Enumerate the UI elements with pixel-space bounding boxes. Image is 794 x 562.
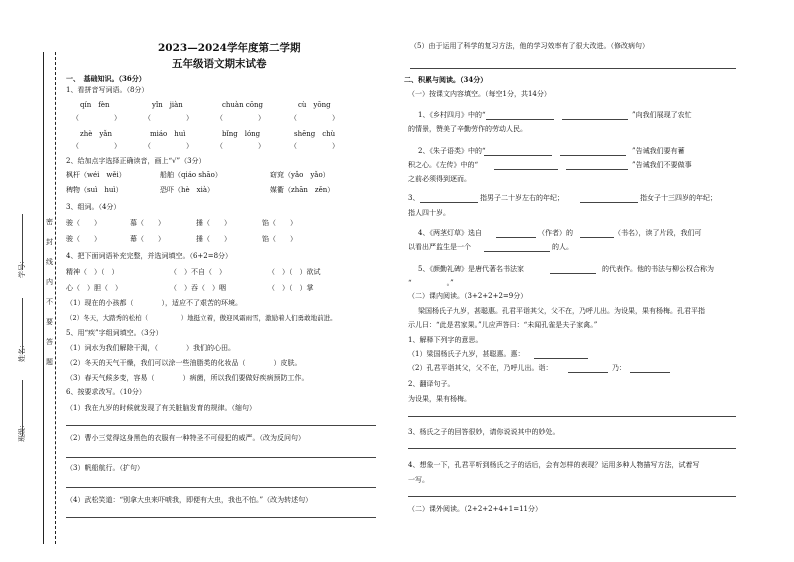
q6-heading: 6、按要求改写。（10分） xyxy=(66,388,146,396)
r5-text: 5、《颜勤礼碑》是唐代著名书法家 xyxy=(418,265,524,273)
part-1-heading: （一）按课文内容填空。（每空1分，共14分） xyxy=(408,90,551,98)
class-blank xyxy=(22,380,23,436)
r1-text: ”向我们展现了农忙 xyxy=(632,111,692,119)
r4-text: 4、《两茎灯草》选自 xyxy=(418,229,482,237)
p2-q4: 4、想象一下，孔君平听到杨氏之子的话后，会有怎样的表现？运用多种人物描写方法，试着写 xyxy=(408,461,700,469)
answer-box[interactable]: （ ） xyxy=(144,114,193,122)
r2-text: ”告诫我们不要做事 xyxy=(632,161,692,169)
p2-q2: 2、翻译句子。 xyxy=(408,380,455,388)
pinyin: bǐng lóng xyxy=(222,130,261,138)
seal-char: 题 xyxy=(46,358,53,366)
q6-item: （5）由于运用了科学的复习方法，他的学习效率有了很大改进。（修改病句） xyxy=(410,42,649,50)
q3-item[interactable]: 捶（ ） xyxy=(196,235,231,243)
q5-sentence[interactable]: （1）词水为我们解除干渴，（ ）我们的心田。 xyxy=(66,344,235,352)
r1-text: 1、《乡村四月》中的“ xyxy=(418,111,486,119)
q3-heading: 3、组词。（4分） xyxy=(66,203,121,211)
pinyin: yǐn jiàn xyxy=(152,101,183,109)
r4-text: 以看出严监生是一个 xyxy=(408,243,471,251)
blank[interactable] xyxy=(534,358,588,359)
blank[interactable] xyxy=(486,119,554,120)
blank[interactable] xyxy=(496,237,536,238)
part-2-heading: （二）课内阅读。（3+2+2+2=9分） xyxy=(408,292,528,300)
q5-sentence[interactable]: （2）冬天的天气干燥，我们可以涂一些油脂类的化妆品（ ）皮肤。 xyxy=(66,359,302,367)
blank[interactable] xyxy=(550,273,596,274)
q4-item[interactable]: 精神（ ）（ ） xyxy=(66,268,119,276)
pinyin: shēng chù xyxy=(294,130,336,138)
r2-text: ”告诫我们要有蓄 xyxy=(632,147,685,155)
blank[interactable] xyxy=(568,372,608,373)
seal-char: 封 xyxy=(46,238,53,246)
q3-item[interactable]: 骏（ ） xyxy=(66,235,101,243)
answer-line[interactable] xyxy=(66,457,376,458)
seal-char: 要 xyxy=(46,318,53,326)
blank[interactable] xyxy=(630,372,670,373)
blank[interactable] xyxy=(420,202,478,203)
seal-char: 密 xyxy=(46,218,53,226)
q5-heading: 5、用“疾”字组词填空。（3分） xyxy=(66,329,163,337)
p2-q1c: 乃： xyxy=(612,364,626,372)
pinyin: cù yōng xyxy=(298,101,331,109)
blank[interactable] xyxy=(484,251,550,252)
name-blank xyxy=(22,298,23,354)
q1-heading: 1、看拼音写词语。（8分） xyxy=(66,86,149,94)
q6-item: （1）我在九岁的时候就发现了有关脏脑发育的规律。（缩句） xyxy=(66,404,256,412)
answer-box[interactable]: （ ） xyxy=(72,142,121,150)
p2-q4: 一写。 xyxy=(408,476,429,484)
r4-text: 的人。 xyxy=(552,243,573,251)
q3-item[interactable]: 捶（ ） xyxy=(196,219,231,227)
r3-text: 指女子十三四岁的年纪； xyxy=(640,194,717,202)
q3-item[interactable]: 骏（ ） xyxy=(66,219,101,227)
r4-text: （作者）的 xyxy=(538,229,573,237)
r3-text: 指人四十岁。 xyxy=(408,209,450,217)
r3-text: 指男子二十岁左右的年纪； xyxy=(480,194,564,202)
passage-line: 梁国杨氏子九岁，甚聪惠。孔君平诣其父，父不在，乃呼儿出。为设果，果有杨梅。孔君平指 xyxy=(418,307,705,315)
r5-text: “ 。” xyxy=(408,279,454,287)
seal-char: 线 xyxy=(46,258,53,266)
p2-q1b: （2）孔君平诣其父，父不在，乃呼儿出。诣： xyxy=(408,364,553,372)
p2-q1a: （1）梁国杨氏子九岁，甚聪惠。惠： xyxy=(408,350,525,358)
blank[interactable] xyxy=(484,155,552,156)
binding-line-left xyxy=(43,52,44,544)
exam-subtitle: 五年级语文期末试卷 xyxy=(172,58,267,70)
answer-line[interactable] xyxy=(66,487,376,488)
q3-item[interactable]: 慕（ ） xyxy=(130,219,165,227)
answer-line[interactable] xyxy=(66,517,376,518)
seal-char: 答 xyxy=(46,338,53,346)
q3-item[interactable]: 幕（ ） xyxy=(130,235,165,243)
q2-item[interactable]: 船舶（qiáo shāo） xyxy=(160,171,222,179)
answer-box[interactable]: （ ） xyxy=(144,142,193,150)
r4-text: （书名），读了片段，我们可 xyxy=(614,229,702,237)
q5-sentence[interactable]: （3）春天气候多变，容易（ ）病菌，所以我们要做好疾病预防工作。 xyxy=(66,374,309,382)
blank[interactable] xyxy=(566,169,628,170)
blank[interactable] xyxy=(562,119,628,120)
r2-text: 积之心。《左传》中的“ xyxy=(408,161,479,169)
pinyin: miáo huì xyxy=(150,130,186,138)
q4-item[interactable]: （ ）（ ）掌 xyxy=(268,284,314,292)
answer-box[interactable]: （ ） xyxy=(290,114,339,122)
section-1-heading: 一、 基础知识。（36分） xyxy=(66,74,146,83)
q6-item: （4）武松笑道：“别拿大虫来吓唬我，即便有大虫，我也不怕。”（改为转述句） xyxy=(66,496,313,504)
passage-line: 示儿曰：“此是君家果。”儿应声答曰：“未闻孔雀是夫子家禽。” xyxy=(408,321,598,329)
answer-line[interactable] xyxy=(408,496,736,497)
answer-line[interactable] xyxy=(410,68,736,69)
pinyin: chuàn cōng xyxy=(222,101,263,109)
q6-item: （3）帆船航行。（扩句） xyxy=(66,464,144,472)
q4-item[interactable]: （ ）（ ）欲试 xyxy=(268,268,321,276)
blank[interactable] xyxy=(580,202,638,203)
number-blank xyxy=(22,214,23,270)
q4-heading: 4、把下面词语补充完整，并选词填空。（6+2=8分） xyxy=(66,252,233,260)
q2-item[interactable]: 恐吓（hè xià） xyxy=(160,186,215,194)
p2-q3: 3、杨氏之子的回答很妙，请你说说其中的妙处。 xyxy=(408,428,560,436)
seal-char: 内 xyxy=(46,278,53,286)
q6-item: （2）曹小三觉得这身黑色的衣服有一种特圣不可侵犯的威严。（改为反问句） xyxy=(66,434,305,442)
q3-item[interactable]: 馅（ ） xyxy=(262,235,297,243)
answer-line[interactable] xyxy=(408,448,736,449)
q2-heading: 2、给加点字选择正确读音，画上“√”（3分） xyxy=(66,157,206,165)
section-2-heading: 二、积累与阅读。（34分） xyxy=(404,75,488,84)
pinyin: zhè yǎn xyxy=(80,130,112,138)
q2-item[interactable]: 媒衢（zhān zěn） xyxy=(270,186,335,194)
r5-text: 的代表作。他的书法与柳公权合称为 xyxy=(602,265,714,273)
name-label: 姓名： xyxy=(18,341,26,362)
number-label: 学号： xyxy=(18,257,26,278)
q4-item[interactable]: 心（ ）胆（ ） xyxy=(66,284,122,292)
pinyin: qín fèn xyxy=(80,101,110,109)
p2-q2-sentence: 为设果，果有杨梅。 xyxy=(408,395,471,403)
answer-box[interactable]: （ ） xyxy=(72,114,121,122)
r2-text: 2、《朱子语类》中的“ xyxy=(418,147,486,155)
binding-line-right xyxy=(55,52,56,544)
blank[interactable] xyxy=(560,155,626,156)
q2-item[interactable]: 枫杆（wéi wěi） xyxy=(66,171,126,179)
exam-title: 2023—2024学年度第二学期 xyxy=(158,42,301,54)
blank[interactable] xyxy=(494,169,558,170)
q4-sentence[interactable]: （1）现在的小孩都（ ），适应不了艰苦的环境。 xyxy=(66,299,242,307)
r2-text: 之前必须得到逐而。 xyxy=(408,175,471,183)
answer-line[interactable] xyxy=(66,425,376,426)
answer-box[interactable]: （ ） xyxy=(216,142,265,150)
q4-item[interactable]: （ ）吞（ ）咽 xyxy=(170,284,226,292)
q4-item[interactable]: （ ）不自（ ） xyxy=(170,268,226,276)
class-label: 班级： xyxy=(18,421,26,442)
r1-text: 的情景，赞美了辛勤劳作的劳动人民。 xyxy=(408,125,527,133)
p2-q1: 1、解释下列字的意思。 xyxy=(408,336,483,344)
q3-item[interactable]: 馅（ ） xyxy=(262,219,297,227)
q2-item[interactable]: 窈窕（yǎo yǎo） xyxy=(270,171,330,179)
q4-sentence[interactable]: （2）冬天，大踏秀的松柏（ ）地挺立着，傲迎风霜雨雪，激励着人们勇敢地前进。 xyxy=(66,314,337,322)
seal-char: 不 xyxy=(46,298,53,306)
answer-box[interactable]: （ ） xyxy=(290,142,339,150)
part-3-heading: （二）课外阅读。（2+2+2+4+1=11分） xyxy=(408,505,543,513)
answer-line[interactable] xyxy=(408,416,736,417)
r3-text: 3、 xyxy=(408,194,420,202)
blank[interactable] xyxy=(580,237,614,238)
q2-item[interactable]: 稗物（suì huì） xyxy=(66,186,123,194)
answer-box[interactable]: （ ） xyxy=(216,114,265,122)
